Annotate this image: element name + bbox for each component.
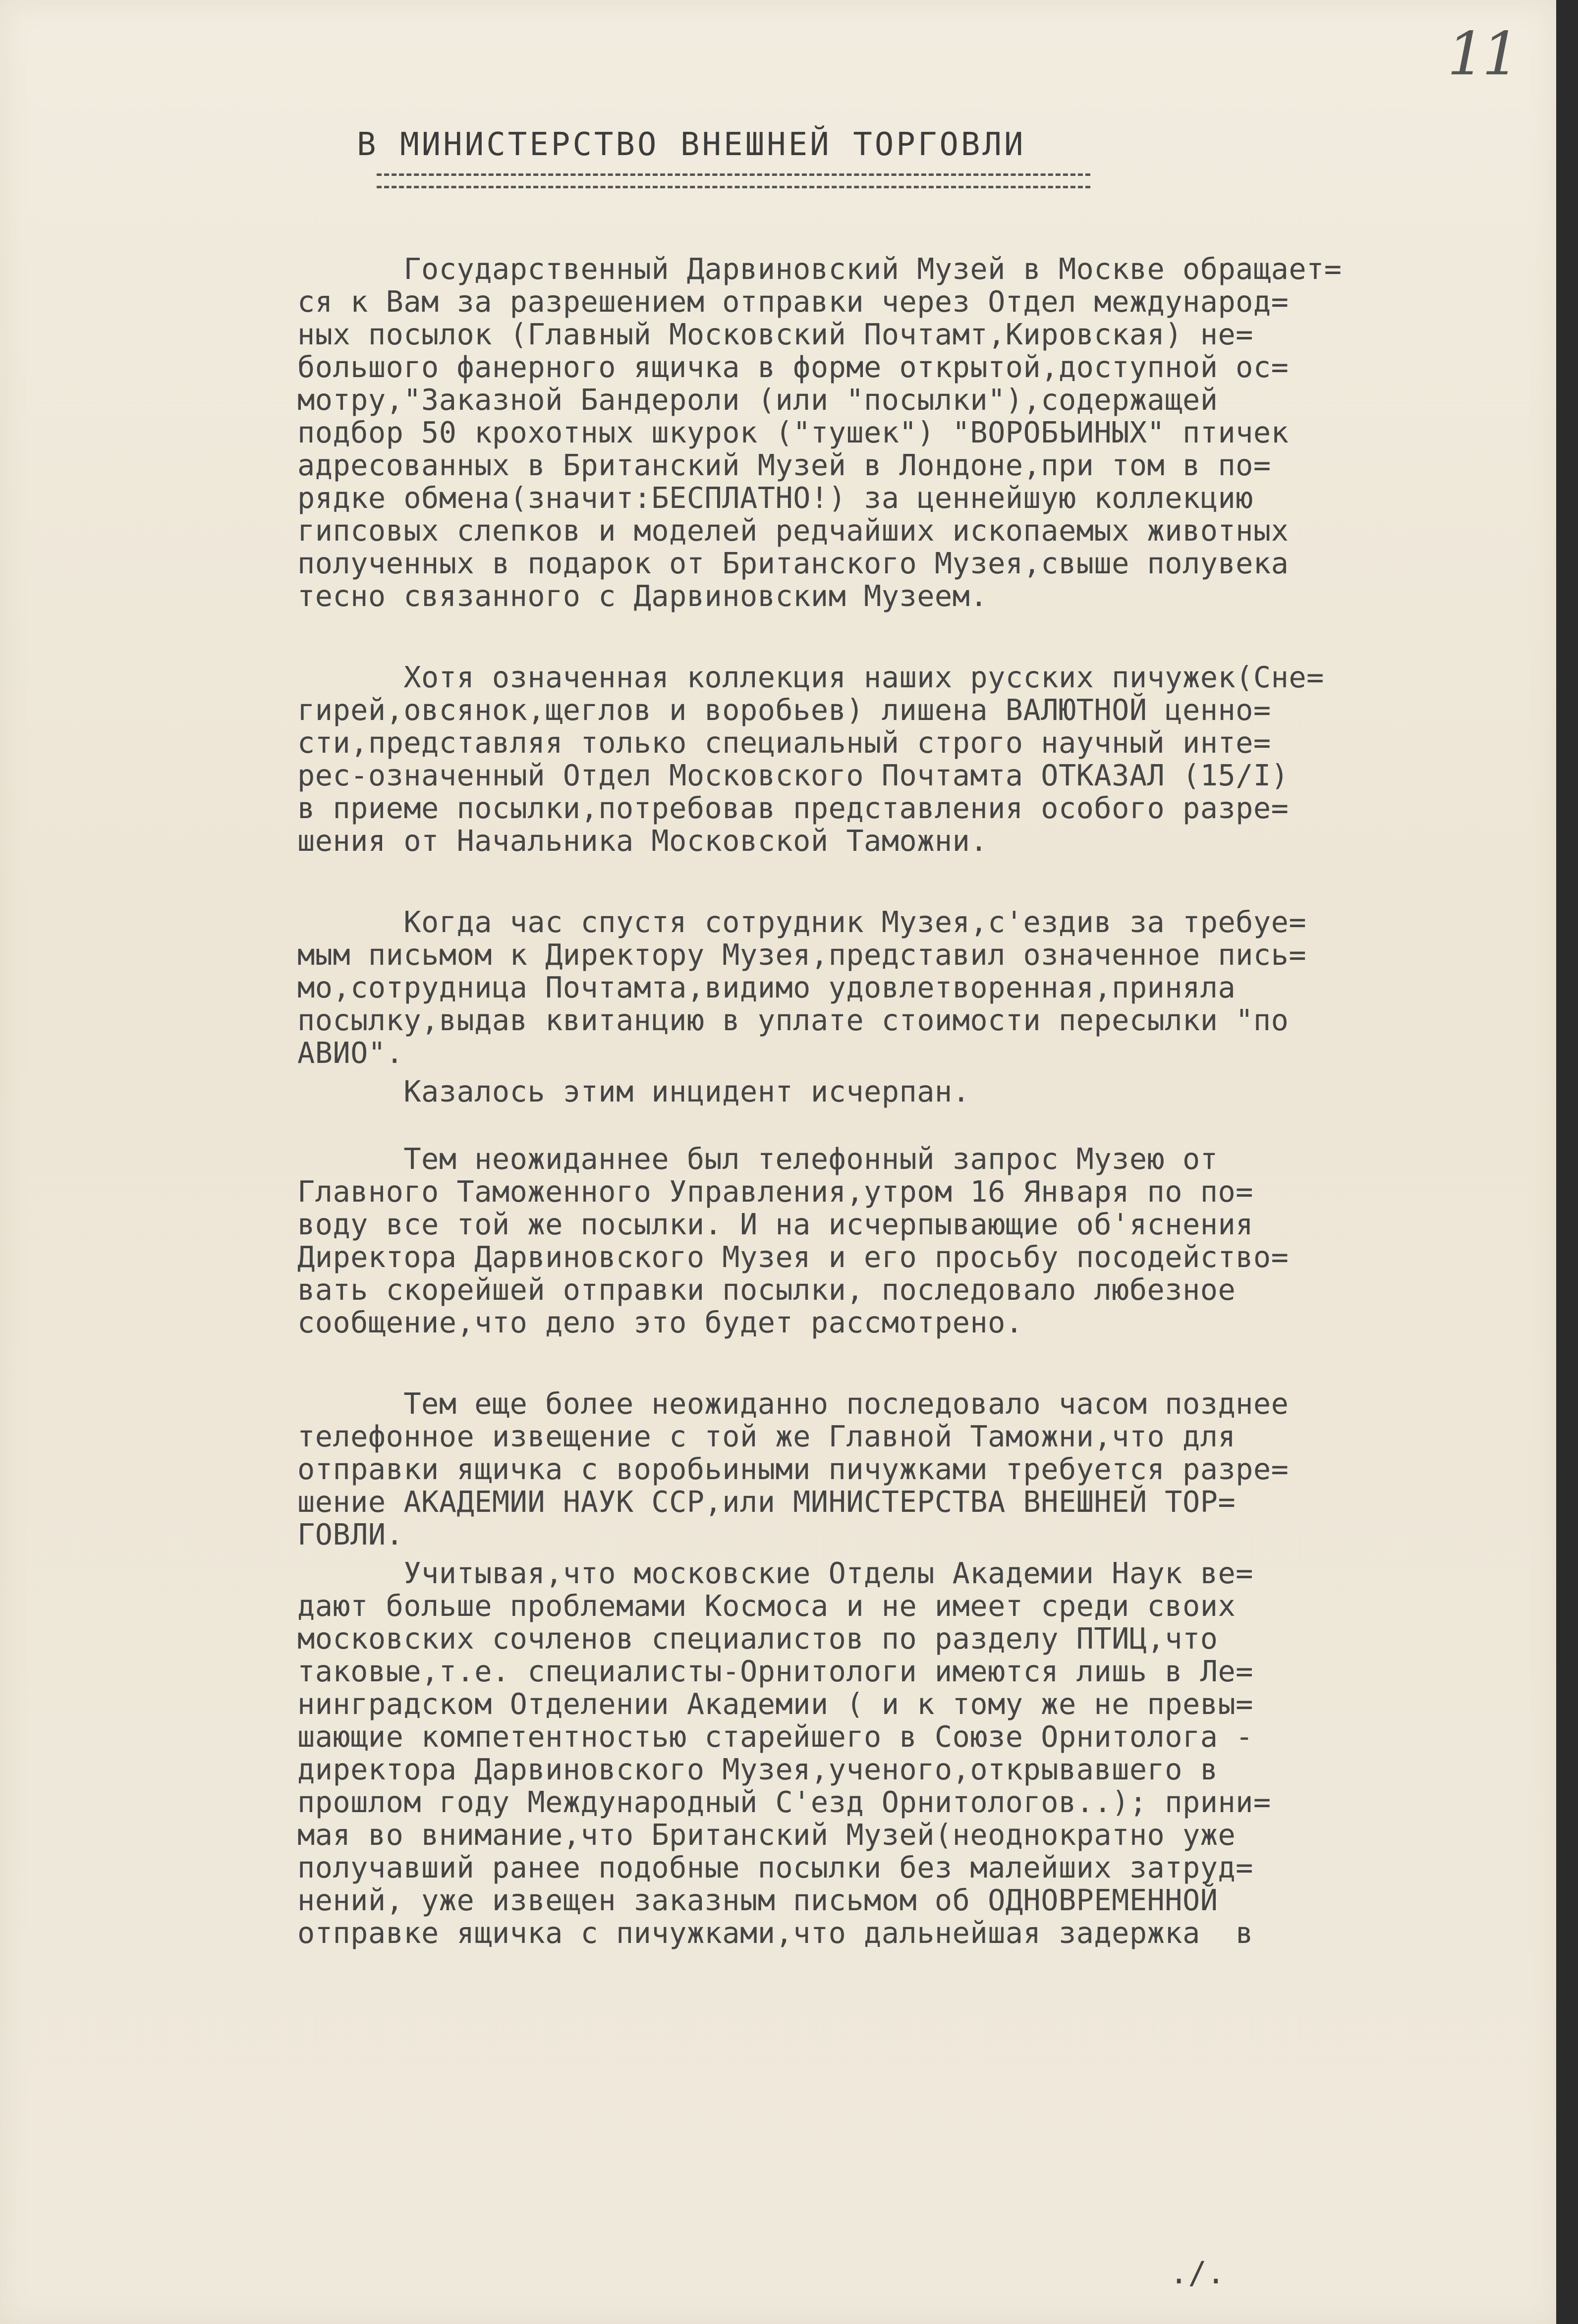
text-line: телефонное извещение с той же Главной Таможни,что для	[297, 1420, 1236, 1453]
text-line: шающие компетентностью старейшего в Союзе Орнитолога -	[297, 1720, 1253, 1754]
text-line: Тем неожиданнее был телефонный запрос Музею от	[297, 1142, 1218, 1176]
text-line: гирей,овсянок,щеглов и воробьев) лишена ВАЛЮТНОЙ ценно=	[297, 693, 1271, 727]
text-line: шение АКАДЕМИИ НАУК ССР,или МИНИСТЕРСТВА ВНЕШНЕЙ ТОР=	[297, 1485, 1236, 1519]
text-line: шения от Начальника Московской Таможни.	[297, 824, 988, 858]
text-line: нений, уже извещен заказным письмом об ОДНОВРЕМЕННОЙ	[297, 1883, 1218, 1917]
text-line: посылку,выдав квитанцию в уплате стоимости пересылки "по	[297, 1003, 1289, 1037]
paragraph-4	[297, 1075, 1566, 1108]
text-line: мая во внимание,что Британский Музей(неоднократно уже	[297, 1818, 1236, 1852]
text-line: директора Дарвиновского Музея,ученого,открывавшего в	[297, 1753, 1218, 1786]
text-line: в приеме посылки,потребовав представления особого разре=	[297, 791, 1289, 825]
text-line: АВИО".	[297, 1036, 404, 1070]
continuation-mark: ./.	[1170, 2255, 1225, 2291]
text-line: полученных в подарок от Британского Музея,свыше полувека	[297, 547, 1289, 580]
page-number: 11	[1447, 20, 1517, 89]
text-line: Директора Дарвиновского Музея и его просьбу посодейство=	[297, 1240, 1289, 1274]
text-line: ся к Вам за разрешением отправки через Отдел международ=	[297, 285, 1289, 319]
text-line: тесно связанного с Дарвиновским Музеем.	[297, 579, 988, 613]
text-line: воду все той же посылки. И на исчерпывающие об'яснения	[297, 1208, 1253, 1241]
text-line: Хотя означенная коллекция наших русских пичужек(Сне=	[297, 661, 1324, 694]
text-line: ных посылок (Главный Московский Почтамт,Кировская) не=	[297, 318, 1253, 351]
text-line: дают больше проблемами Космоса и не имеет среди своих	[297, 1589, 1236, 1623]
paragraph-1	[297, 253, 1566, 612]
text-line: таковые,т.е. специалисты-Орнитологи имеются лишь в Ле=	[297, 1655, 1253, 1688]
text-line: отправки ящичка с воробьиными пичужками требуется разре=	[297, 1452, 1289, 1486]
text-line: мо,сотрудница Почтамта,видимо удовлетворенная,приняла	[297, 971, 1236, 1004]
text-line: Когда час спустя сотрудник Музея,с'ездив за требуе=	[297, 905, 1307, 939]
text-line: прошлом году Международный С'езд Орнитологов..); прини=	[297, 1785, 1271, 1819]
text-line: рес-означенный Отдел Московского Почтамта ОТКАЗАЛ (15/I)	[297, 759, 1289, 792]
text-line: подбор 50 крохотных шкурок ("тушек") "ВОРОБЬИНЫХ" птичек	[297, 416, 1289, 449]
title-underline	[377, 173, 1090, 188]
text-line: сти,представляя только специальный строго научный инте=	[297, 726, 1271, 760]
paragraph-6	[297, 1387, 1566, 1551]
paragraph-5	[297, 1143, 1566, 1339]
text-line: сообщение,что дело это будет рассмотрено.	[297, 1306, 1023, 1339]
text-line: Тем еще более неожиданно последовало часом позднее	[297, 1387, 1289, 1421]
paragraph-3	[297, 906, 1566, 1069]
text-line: ГОВЛИ.	[297, 1518, 404, 1551]
text-line: Казалось этим инцидент исчерпан.	[297, 1075, 970, 1108]
text-line: отправке ящичка с пичужками,что дальнейшая задержка в	[297, 1916, 1253, 1950]
letter-body	[297, 253, 1566, 1949]
text-line: рядке обмена(значит:БЕСПЛАТНО!) за ценнейшую коллекцию	[297, 481, 1253, 515]
text-line: мотру,"Заказной Бандероли (или "посылки"),содержащей	[297, 383, 1218, 417]
text-line: гипсовых слепков и моделей редчайших ископаемых животных	[297, 514, 1289, 548]
text-line: Государственный Дарвиновский Музей в Москве обращает=	[297, 252, 1342, 286]
paragraph-2	[297, 661, 1566, 857]
paragraph-7	[297, 1557, 1566, 1949]
text-line: получавший ранее подобные посылки без малейших затруд=	[297, 1851, 1253, 1884]
text-line: Учитывая,что московские Отделы Академии Наук ве=	[297, 1556, 1253, 1590]
text-line: адресованных в Британский Музей в Лондоне,при том в по=	[297, 448, 1271, 482]
text-line: нинградском Отделении Академии ( и к тому же не превы=	[297, 1687, 1253, 1721]
text-line: московских сочленов специалистов по разделу ПТИЦ,что	[297, 1622, 1218, 1656]
text-line: большого фанерного ящичка в форме открытой,доступной ос=	[297, 350, 1289, 384]
document-title: В МИНИСТЕРСТВО ВНЕШНЕЙ ТОРГОВЛИ	[357, 126, 1026, 163]
text-line: мым письмом к Директору Музея,представил означенное пись=	[297, 938, 1307, 972]
text-line: вать скорейшей отправки посылки, последовало любезное	[297, 1273, 1236, 1307]
text-line: Главного Таможенного Управления,утром 16 Января по по=	[297, 1175, 1253, 1209]
